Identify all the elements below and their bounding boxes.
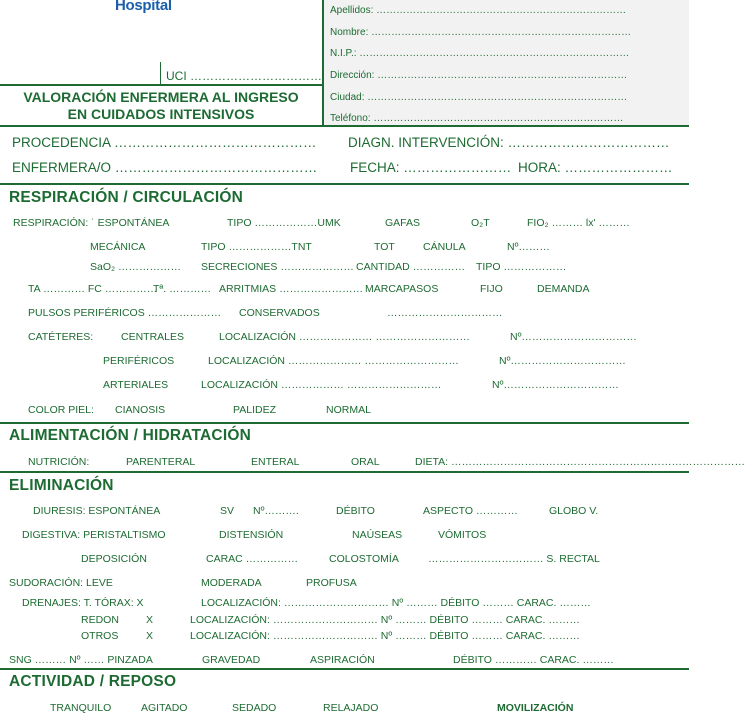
secreciones-field[interactable]: SECRECIONES …………………: [201, 261, 354, 273]
agitado-option[interactable]: AGITADO: [141, 702, 188, 714]
diuresis-debito[interactable]: DÉBITO: [336, 505, 375, 517]
section-respiracion: RESPIRACIÓN / CIRCULACIÓN: [9, 189, 244, 206]
cianosis-option[interactable]: CIANOSIS: [115, 404, 166, 416]
arteriales-localizacion[interactable]: LOCALIZACIÓN ……………… ………………………: [201, 379, 442, 391]
nutricion-label: NUTRICIÓN:: [28, 456, 90, 468]
sedado-option[interactable]: SEDADO: [232, 702, 277, 714]
title-bottom-rule: [0, 125, 689, 127]
tranquilo-option[interactable]: TRANQUILO: [50, 702, 112, 714]
conservados-dots[interactable]: ……………………………: [387, 307, 503, 319]
mecanica-tipo[interactable]: TIPO ………………TNT: [201, 241, 312, 253]
nip-field[interactable]: N.I.P.: ………………………………………………………………………: [330, 48, 630, 59]
form-title-line1: VALORACIÓN ENFERMERA AL INGRESO: [23, 89, 299, 105]
uci-field[interactable]: UCI ……………………………: [166, 69, 322, 83]
fio2-field[interactable]: FIO₂ ……… lx' ………: [527, 217, 630, 229]
sng-pinzada[interactable]: SNG ……… Nº …… PINZADA: [9, 654, 153, 666]
deposicion-carac[interactable]: CARAC ……………: [206, 553, 299, 565]
conservados-option[interactable]: CONSERVADOS: [239, 307, 320, 319]
title-top-rule: [0, 84, 322, 86]
vomitos-option[interactable]: VÓMITOS: [438, 529, 487, 541]
otros-option[interactable]: OTROS: [81, 630, 119, 642]
enfermera-field[interactable]: ENFERMERA/O ………………………………………: [12, 160, 318, 175]
pulsos-perifericos-field[interactable]: PULSOS PERIFÉRICOS …………………: [28, 307, 222, 319]
diagn-field[interactable]: DIAGN. INTERVENCIÓN: ………………………………: [348, 135, 670, 150]
respiracion-espontanea[interactable]: RESPIRACIÓN: ˙ ESPONTÁNEA: [13, 217, 170, 229]
sudoracion-leve[interactable]: SUDORACIÓN: LEVE: [9, 577, 113, 589]
uci-bracket: [160, 62, 161, 84]
ciudad-field[interactable]: Ciudad: ……………………………………………………………………: [330, 92, 628, 103]
mecanica-option[interactable]: MECÁNICA: [90, 241, 146, 253]
gravedad-option[interactable]: GRAVEDAD: [202, 654, 261, 666]
nombre-field[interactable]: Nombre: ……………………………………………………………………: [330, 27, 632, 38]
perifericos-option[interactable]: PERIFÉRICOS: [103, 355, 175, 367]
centrales-localizacion[interactable]: LOCALIZACIÓN ………………… ………………………: [219, 331, 470, 343]
centrales-numero[interactable]: Nº……………………………: [510, 331, 637, 343]
redon-x[interactable]: X: [146, 614, 154, 626]
marcapasos-option[interactable]: MARCAPASOS: [365, 283, 439, 295]
section-actividad: ACTIVIDAD / REPOSO: [9, 673, 177, 690]
normal-option[interactable]: NORMAL: [326, 404, 371, 416]
temperatura-field[interactable]: Tª. …………: [153, 283, 212, 295]
gafas-option[interactable]: GAFAS: [385, 217, 421, 229]
oral-option[interactable]: ORAL: [351, 456, 380, 468]
movilizacion-label: MOVILIZACIÓN: [497, 702, 574, 714]
form-title-line2: EN CUIDADOS INTENSIVOS: [67, 106, 255, 122]
palidez-option[interactable]: PALIDEZ: [233, 404, 276, 416]
sng-debito[interactable]: DÉBITO ………… CARAC. ………: [453, 654, 614, 666]
digestiva-peristaltismo[interactable]: DIGESTIVA: PERISTALTISMO: [22, 529, 166, 541]
globo-option[interactable]: GLOBO V.: [549, 505, 599, 517]
hora-field[interactable]: HORA: ……………………: [518, 160, 673, 175]
redon-option[interactable]: REDON: [81, 614, 119, 626]
distension-option[interactable]: DISTENSIÓN: [219, 529, 284, 541]
cantidad-field[interactable]: CANTIDAD ……………: [356, 261, 466, 273]
aspecto-field[interactable]: ASPECTO …………: [423, 505, 518, 517]
moderada-option[interactable]: MODERADA: [201, 577, 262, 589]
arteriales-numero[interactable]: Nº……………………………: [492, 379, 619, 391]
colostomia-option[interactable]: COLOSTOMÍA: [329, 553, 399, 565]
sv-numero[interactable]: Nº……….: [253, 505, 299, 517]
telefono-field[interactable]: Teléfono: …………………………………………………………………: [330, 113, 624, 124]
rectal-field[interactable]: …………………………… S. RECTAL: [428, 553, 600, 565]
parenteral-option[interactable]: PARENTERAL: [126, 456, 196, 468]
color-piel-label: COLOR PIEL:: [28, 404, 94, 416]
aspiracion-option[interactable]: ASPIRACIÓN: [310, 654, 375, 666]
centrales-option[interactable]: CENTRALES: [121, 331, 185, 343]
section-eliminacion: ELIMINACIÓN: [9, 477, 114, 494]
secreciones-tipo[interactable]: TIPO ………………: [476, 261, 567, 273]
perifericos-numero[interactable]: Nº……………………………: [499, 355, 626, 367]
admission-rule: [0, 183, 689, 185]
sao2-field[interactable]: SaO₂ ………………: [90, 261, 182, 273]
patient-info-box: [322, 0, 689, 125]
relajado-option[interactable]: RELAJADO: [323, 702, 379, 714]
profusa-option[interactable]: PROFUSA: [306, 577, 357, 589]
canula-numero[interactable]: Nº………: [507, 241, 550, 253]
arteriales-option[interactable]: ARTERIALES: [103, 379, 169, 391]
o2t-option[interactable]: O₂T: [471, 217, 490, 229]
section-alimentacion: ALIMENTACIÓN / HIDRATACIÓN: [9, 427, 251, 444]
enteral-option[interactable]: ENTERAL: [251, 456, 300, 468]
otros-localizacion[interactable]: LOCALIZACIÓN: ………………………… Nº ……… DÉBITO ……… CARAC. ………: [190, 630, 580, 642]
canula-option[interactable]: CÁNULA: [423, 241, 466, 253]
fijo-option[interactable]: FIJO: [480, 283, 503, 295]
demanda-option[interactable]: DEMANDA: [537, 283, 590, 295]
ta-fc-field[interactable]: TA ………… FC ……………: [28, 283, 158, 295]
resp-rule: [0, 422, 689, 424]
elim-rule: [0, 668, 689, 670]
sv-option[interactable]: SV: [220, 505, 235, 517]
drenajes-torax[interactable]: DRENAJES: T. TÓRAX: X: [22, 597, 144, 609]
tot-option[interactable]: TOT: [374, 241, 395, 253]
cateteres-label: CATÉTERES:: [28, 331, 94, 343]
procedencia-field[interactable]: PROCEDENCIA ………………………………………: [12, 135, 317, 150]
perifericos-localizacion[interactable]: LOCALIZACIÓN ………………… ………………………: [208, 355, 459, 367]
hospital-logo: Hospital: [115, 0, 172, 14]
fecha-field[interactable]: FECHA: ……………………: [350, 160, 512, 175]
patient-box-divider: [322, 0, 324, 125]
diuresis-espontanea[interactable]: DIURESIS: ESPONTÁNEA: [33, 505, 161, 517]
arritmias-field[interactable]: ARRITMIAS ……………………: [219, 283, 364, 295]
dieta-field[interactable]: DIETA: …………………………………………………………………………: [415, 456, 745, 468]
torax-localizacion[interactable]: LOCALIZACIÓN: ………………………… Nº ……… DÉBITO ……… CARAC. ………: [201, 597, 591, 609]
otros-x[interactable]: X: [146, 630, 154, 642]
deposicion-option[interactable]: DEPOSICIÓN: [81, 553, 147, 565]
direccion-field[interactable]: Dirección: …………………………………………………………………: [330, 70, 628, 81]
apellidos-field[interactable]: Apellidos: …………………………………………………………………: [330, 5, 627, 16]
respiracion-tipo[interactable]: TIPO ………………UMK: [227, 217, 341, 229]
redon-localizacion[interactable]: LOCALIZACIÓN: ………………………… Nº ……… DÉBITO ……… CARAC. ………: [190, 614, 580, 626]
nauseas-option[interactable]: NAÚSEAS: [352, 529, 403, 541]
alim-rule: [0, 471, 689, 473]
